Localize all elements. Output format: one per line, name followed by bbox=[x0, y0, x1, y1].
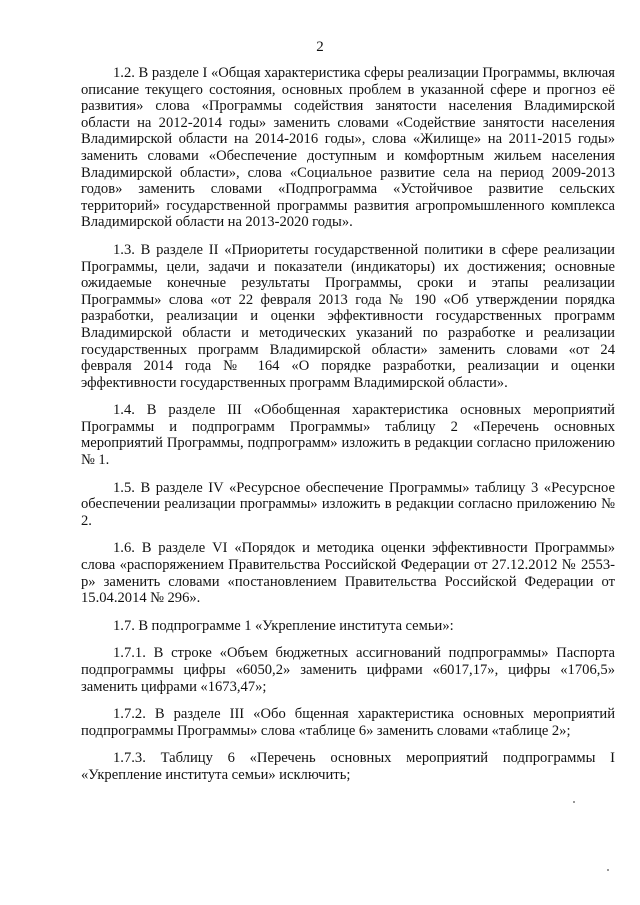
paragraph-1-4: 1.4. В разделе III «Обобщенная характеристика основных мероприятий Программы и подпрограмм Программы» таблицу 2 «Перечень основных мероприятий Программы, подпрограмм» изложить в редакции согласно приложению № 1. bbox=[81, 402, 615, 469]
scan-speck bbox=[573, 801, 575, 803]
paragraph-1-3: 1.3. В разделе II «Приоритеты государственной политики в сфере реализации Программы, цели, задачи и показатели (индикаторы) их достижения; основные ожидаемые конечные результаты Программы, сроки и этапы реализации Программы» слова «от 22 февраля 2013 года № 190 «Об утверждении порядка разработки, реализации и оценки эффективности государственных программ Владимирской области и методических указаний по разработке и реализации государственных программ Владимирской области» заменить словами «от 24 февраля 2014 года № 164 «О порядке разработки, реализации и оценки эффективности государственных программ Владимирской области». bbox=[81, 241, 615, 391]
scan-speck bbox=[607, 869, 609, 871]
document-body bbox=[81, 65, 615, 795]
paragraph-1-5: 1.5. В разделе IV «Ресурсное обеспечение Программы» таблицу 3 «Ресурсное обеспечении реализации программы» изложить в редакции согласно приложению № 2. bbox=[81, 479, 615, 529]
paragraph-1-7-1: 1.7.1. В строке «Объем бюджетных ассигнований подпрограммы» Паспорта подпрограммы цифры «6050,2» заменить цифрами «6017,17», цифры «1706,5» заменить цифрами «1673,47»; bbox=[81, 645, 615, 695]
page-number: 2 bbox=[316, 39, 324, 55]
paragraph-1-7-2: 1.7.2. В разделе III «Обо бщенная характеристика основных мероприятий подпрограммы Программы» слова «таблице 6» заменить словами «таблице 2»; bbox=[81, 706, 615, 739]
paragraph-1-7: 1.7. В подпрограмме 1 «Укрепление института семьи»: bbox=[113, 617, 454, 634]
paragraph-1-2: 1.2. В разделе I «Общая характеристика сферы реализации Программы, включая описание текущего состояния, основных проблем в указанной сфере и прогноз её развития» слова «Программы содействия занятости населения Владимирской области на 2012-2014 годы» заменить словами «Содействие занятости населения Владимирской области на 2014-2016 годы», слова «Жилище» на 2011-2015 годы» заменить словами «Обеспечение доступным и комфортным жильем населения Владимирской области», слова «Социальное развитие села на период 2009-2013 годов» заменить словами «Подпрограмма «Устойчивое развитие сельских территорий» государственной программы развития агропромышленного комплекса Владимирской области на 2013-2020 годы». bbox=[81, 65, 615, 231]
paragraph-1-6: 1.6. В разделе VI «Порядок и методика оценки эффективности Программы» слова «распоряжением Правительства Российской Федерации от 27.12.2012 № 2553-р» заменить словами «постановлением Правительства Российской Федерации от 15.04.2014 № 296». bbox=[81, 540, 615, 607]
paragraph-1-7-3: 1.7.3. Таблицу 6 «Перечень основных мероприятий подпрограммы I «Укрепление института семьи» исключить; bbox=[81, 750, 615, 783]
